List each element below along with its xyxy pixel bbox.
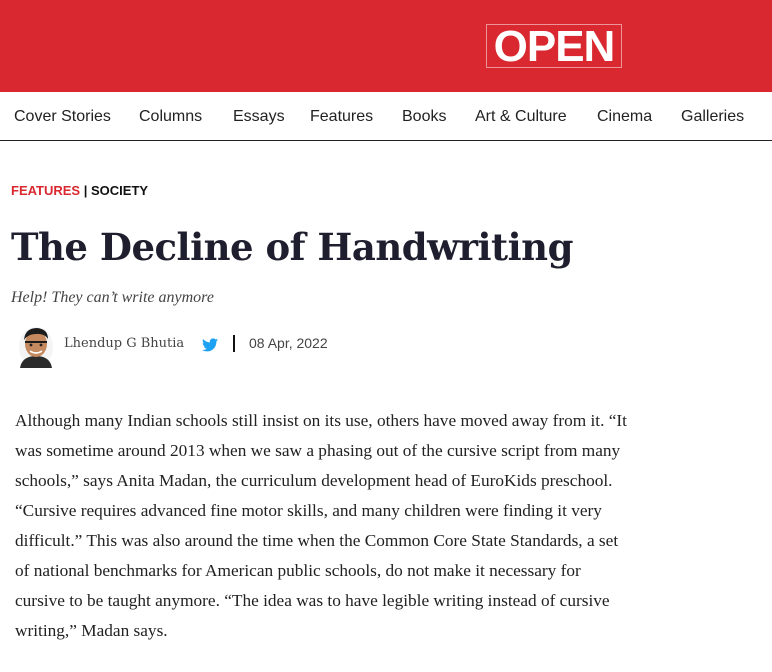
article-body [15,406,740,646]
body-line: was sometime around 2013 when we saw a phasing out of the cursive script from many [15,441,621,460]
breadcrumb-separator: | [83,183,88,198]
author-avatar[interactable] [17,322,55,368]
nav-item-galleries[interactable]: Galleries [681,108,745,125]
nav-item-cover-stories[interactable]: Cover Stories [14,108,111,125]
nav-item-columns[interactable]: Columns [139,108,203,125]
nav-item-art-culture[interactable]: Art & Culture [475,108,567,125]
nav-item-cinema[interactable]: Cinema [597,108,653,125]
body-line: difficult.” This was also around the time when the Common Core State Standards, a set [15,531,619,550]
main-nav [0,92,772,141]
article-subtitle: Help! They can’t write anymore [11,289,214,306]
body-line: of national benchmarks for American public schools, do not make it necessary for [15,561,581,580]
author-name[interactable]: Lhendup G Bhutia [64,336,185,351]
nav-item-books[interactable]: Books [402,108,447,125]
breadcrumb-category-link[interactable]: FEATURES [11,183,81,198]
publish-date: 08 Apr, 2022 [249,335,328,351]
breadcrumb-subcategory-link[interactable]: SOCIETY [91,183,149,198]
body-line: writing,” Madan says. [15,621,168,640]
nav-item-features[interactable]: Features [310,108,374,125]
masthead [0,0,772,92]
body-line: “Cursive requires advanced fine motor skills, and many children were finding it very [15,501,602,520]
body-line: Although many Indian schools still insist on its use, others have moved away from it. “It [15,411,627,430]
body-line: schools,” says Anita Madan, the curriculum development head of EuroKids preschool. [15,471,613,490]
twitter-icon[interactable] [202,338,218,352]
article-title: The Decline of Handwriting [11,225,573,269]
byline-divider [233,335,235,352]
body-line: cursive to be taught anymore. “The idea was to have legible writing instead of cursive [15,591,610,610]
breadcrumb [11,183,148,199]
nav-item-essays[interactable]: Essays [233,108,285,125]
open-logo[interactable]: OPEN [486,24,622,68]
